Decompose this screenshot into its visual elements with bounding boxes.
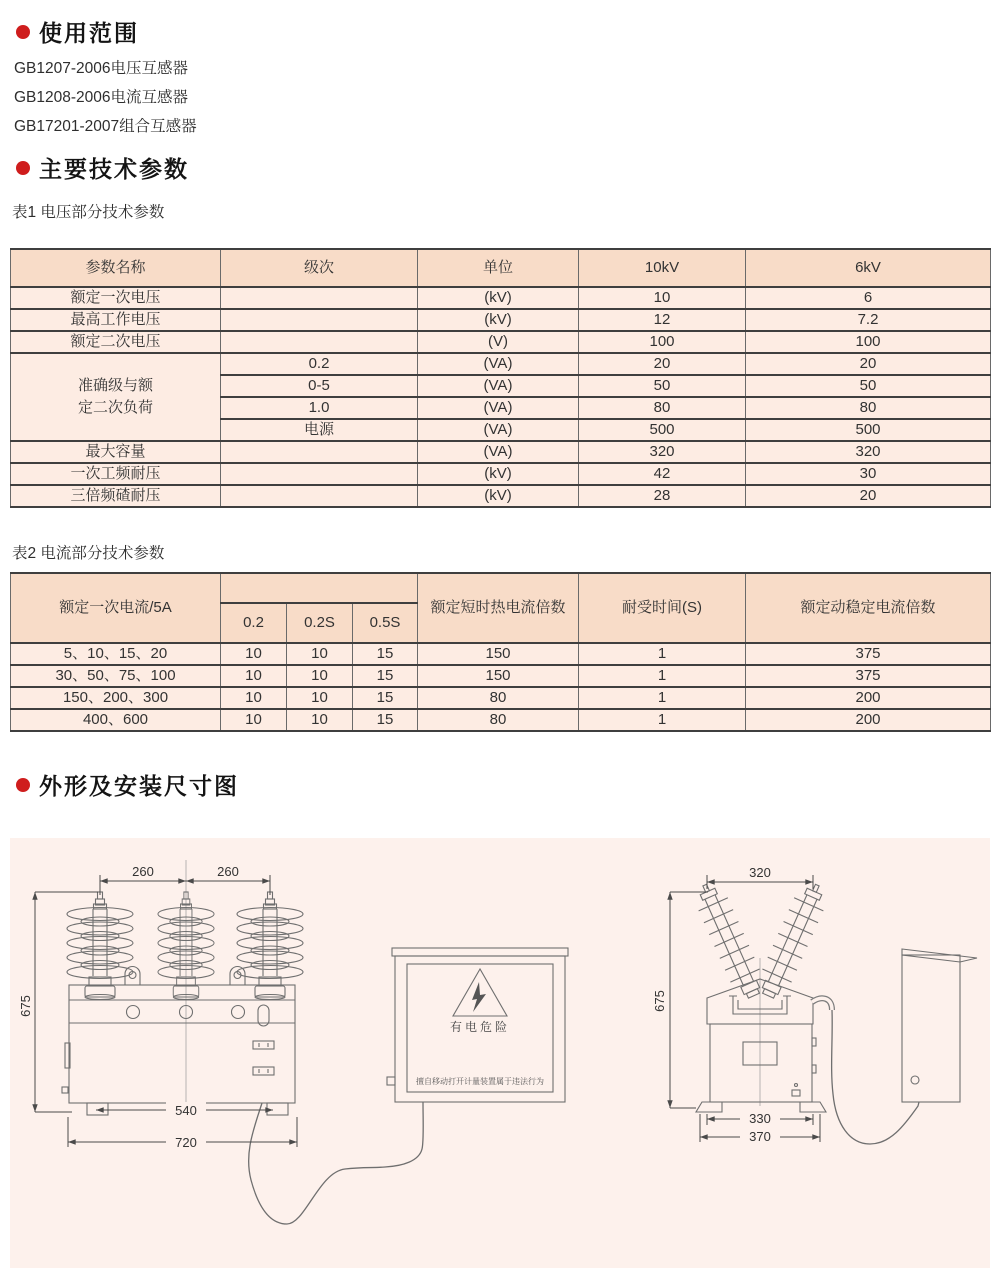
drawing-section-heading xyxy=(16,768,239,801)
cell: 80 xyxy=(579,397,746,419)
cell: 1 xyxy=(579,643,746,665)
table-row xyxy=(11,309,991,331)
table-row xyxy=(11,463,991,485)
section-bullet-icon xyxy=(16,161,30,175)
cell: 320 xyxy=(579,441,746,463)
table-header-row xyxy=(11,573,991,603)
label-line: 准确级与额 xyxy=(77,377,153,395)
column-header: 额定短时热电流倍数 xyxy=(418,573,579,643)
cell: 375 xyxy=(746,665,991,687)
cell: 100 xyxy=(746,331,991,353)
cell: (VA) xyxy=(418,419,579,441)
table-row xyxy=(11,287,991,309)
cell: 最高工作电压 xyxy=(11,309,221,331)
cell: 80 xyxy=(746,397,991,419)
column-header: 10kV xyxy=(579,249,746,287)
dim-label-260-left: 260 xyxy=(132,864,154,879)
cell: (V) xyxy=(418,331,579,353)
cell: 10 xyxy=(221,709,287,731)
cell: 15 xyxy=(353,665,418,687)
cell: 80 xyxy=(418,709,579,731)
cell: 1 xyxy=(579,687,746,709)
cell: 15 xyxy=(353,643,418,665)
standard-item: GB1208-2006电流互感器 xyxy=(14,89,189,106)
cell: 10 xyxy=(221,665,287,687)
table-row xyxy=(11,353,991,375)
cell: 100 xyxy=(579,331,746,353)
warning-triangle-icon xyxy=(453,969,507,1016)
column-header: 0.2 xyxy=(221,603,287,643)
column-header: 额定动稳定电流倍数 xyxy=(746,573,991,643)
cell: 10 xyxy=(221,687,287,709)
table-header-row xyxy=(11,249,991,287)
cell: 500 xyxy=(579,419,746,441)
cell: 5、10、15、20 xyxy=(11,643,221,665)
dimension-drawing-panel xyxy=(10,838,990,1268)
cell xyxy=(221,309,418,331)
cell: 400、600 xyxy=(11,709,221,731)
voltage-parameters-table xyxy=(10,248,991,508)
side-insulator-right xyxy=(753,879,831,1003)
section-title: 主要技术参数 xyxy=(39,156,189,182)
cell: 15 xyxy=(353,709,418,731)
cell-accuracy-burden-label xyxy=(11,353,221,441)
table1-caption: 表1 电压部分技术参数 xyxy=(12,204,165,221)
dim-label-675-side: 675 xyxy=(652,990,667,1012)
cell: 7.2 xyxy=(746,309,991,331)
cell xyxy=(221,287,418,309)
cell: 150 xyxy=(418,643,579,665)
meter-box-hinge xyxy=(387,1077,395,1085)
column-header: 0.5S xyxy=(353,603,418,643)
cell xyxy=(221,441,418,463)
cell: 一次工频耐压 xyxy=(11,463,221,485)
column-header: 6kV xyxy=(746,249,991,287)
table-row xyxy=(11,687,991,709)
mounting-foot xyxy=(87,1103,108,1115)
cell: 1 xyxy=(579,665,746,687)
cell: 28 xyxy=(579,485,746,507)
cell: (kV) xyxy=(418,485,579,507)
dim-label-370: 370 xyxy=(749,1129,771,1144)
cell: 额定一次电压 xyxy=(11,287,221,309)
section-bullet-icon xyxy=(16,25,30,39)
cell xyxy=(221,485,418,507)
front-insulator-right xyxy=(237,892,303,1000)
section-title: 使用范围 xyxy=(39,20,139,46)
dim-label-320: 320 xyxy=(749,865,771,880)
cable-to-meter-box xyxy=(249,1102,424,1224)
cell: 10 xyxy=(221,643,287,665)
table-row xyxy=(11,485,991,507)
column-header: 额定一次电流/5A xyxy=(11,573,221,643)
dim-label-675-front: 675 xyxy=(18,995,33,1017)
meter-box-lid xyxy=(392,948,568,956)
cell: 1 xyxy=(579,709,746,731)
cell: 6 xyxy=(746,287,991,309)
label-line: 定二次负荷 xyxy=(77,399,153,416)
cell: 320 xyxy=(746,441,991,463)
table-row xyxy=(11,441,991,463)
cell xyxy=(221,331,418,353)
table-row xyxy=(11,709,991,731)
side-insulator-left xyxy=(690,879,768,1003)
cell: (kV) xyxy=(418,309,579,331)
params-section-heading xyxy=(16,151,189,184)
current-parameters-table xyxy=(10,572,991,732)
cell: (VA) xyxy=(418,353,579,375)
column-header: 0.2S xyxy=(287,603,353,643)
cell: 30、50、75、100 xyxy=(11,665,221,687)
meter-box-labels xyxy=(416,1019,544,1086)
front-insulator-left xyxy=(67,892,133,1000)
standard-item: GB17201-2007组合互感器 xyxy=(14,118,197,135)
cell: 200 xyxy=(746,687,991,709)
cell xyxy=(221,463,418,485)
cell: 80 xyxy=(418,687,579,709)
cell: 10 xyxy=(579,287,746,309)
side-cabinet xyxy=(902,949,977,1102)
warning-text: 有电危险 xyxy=(449,1020,511,1034)
cell: 30 xyxy=(746,463,991,485)
mounting-foot xyxy=(696,1102,722,1112)
standards-list xyxy=(14,54,197,141)
side-view-drawing xyxy=(690,879,977,1144)
cell: 50 xyxy=(746,375,991,397)
cell: 20 xyxy=(746,485,991,507)
cell: 42 xyxy=(579,463,746,485)
cell: 50 xyxy=(579,375,746,397)
column-header: 单位 xyxy=(418,249,579,287)
table-row xyxy=(11,331,991,353)
standard-item: GB1207-2006电压互感器 xyxy=(14,60,189,77)
cell: 200 xyxy=(746,709,991,731)
cell: 10 xyxy=(287,643,353,665)
section-bullet-icon xyxy=(16,778,30,792)
cell: 150、200、300 xyxy=(11,687,221,709)
dim-label-330: 330 xyxy=(749,1111,771,1126)
cell: 1.0 xyxy=(221,397,418,419)
cell: 电源 xyxy=(221,419,418,441)
column-header: 耐受时间(S) xyxy=(579,573,746,643)
side-tank xyxy=(696,979,826,1112)
section-title: 外形及安装尺寸图 xyxy=(39,773,239,799)
mounting-foot xyxy=(267,1103,288,1115)
cabinet-hole xyxy=(911,1076,919,1084)
cell: 额定二次电压 xyxy=(11,331,221,353)
cell: (kV) xyxy=(418,287,579,309)
column-header: 参数名称 xyxy=(11,249,221,287)
cell: 0-5 xyxy=(221,375,418,397)
cell: 10 xyxy=(287,709,353,731)
table-row xyxy=(11,665,991,687)
mounting-foot xyxy=(800,1102,826,1112)
table-row xyxy=(11,643,991,665)
cell: 150 xyxy=(418,665,579,687)
front-view-drawing xyxy=(62,860,423,1224)
cell: 15 xyxy=(353,687,418,709)
cable-to-cabinet xyxy=(832,1010,919,1144)
outline-drawing xyxy=(10,838,990,1268)
cell: 20 xyxy=(579,353,746,375)
column-header: 级次 xyxy=(221,249,418,287)
cell: 10 xyxy=(287,687,353,709)
cell: 20 xyxy=(746,353,991,375)
cell: 10 xyxy=(287,665,353,687)
cell: (kV) xyxy=(418,463,579,485)
cell: 0.2 xyxy=(221,353,418,375)
lightning-bolt-icon xyxy=(472,982,486,1012)
cell: 三倍频碴耐压 xyxy=(11,485,221,507)
dim-label-720: 720 xyxy=(175,1135,197,1150)
cell: 最大容量 xyxy=(11,441,221,463)
dim-label-540: 540 xyxy=(175,1103,197,1118)
cell: 12 xyxy=(579,309,746,331)
cell: (VA) xyxy=(418,375,579,397)
cell: 500 xyxy=(746,419,991,441)
usage-section-heading xyxy=(16,15,139,48)
cell: (VA) xyxy=(418,441,579,463)
cell: (VA) xyxy=(418,397,579,419)
cell: 375 xyxy=(746,643,991,665)
notice-text: 擅自移动打开计量装置属于违法行为 xyxy=(416,1077,544,1086)
dim-label-260-right: 260 xyxy=(217,864,239,879)
column-header-empty xyxy=(221,573,418,603)
table2-caption: 表2 电流部分技术参数 xyxy=(12,545,165,562)
front-tank xyxy=(62,985,295,1115)
